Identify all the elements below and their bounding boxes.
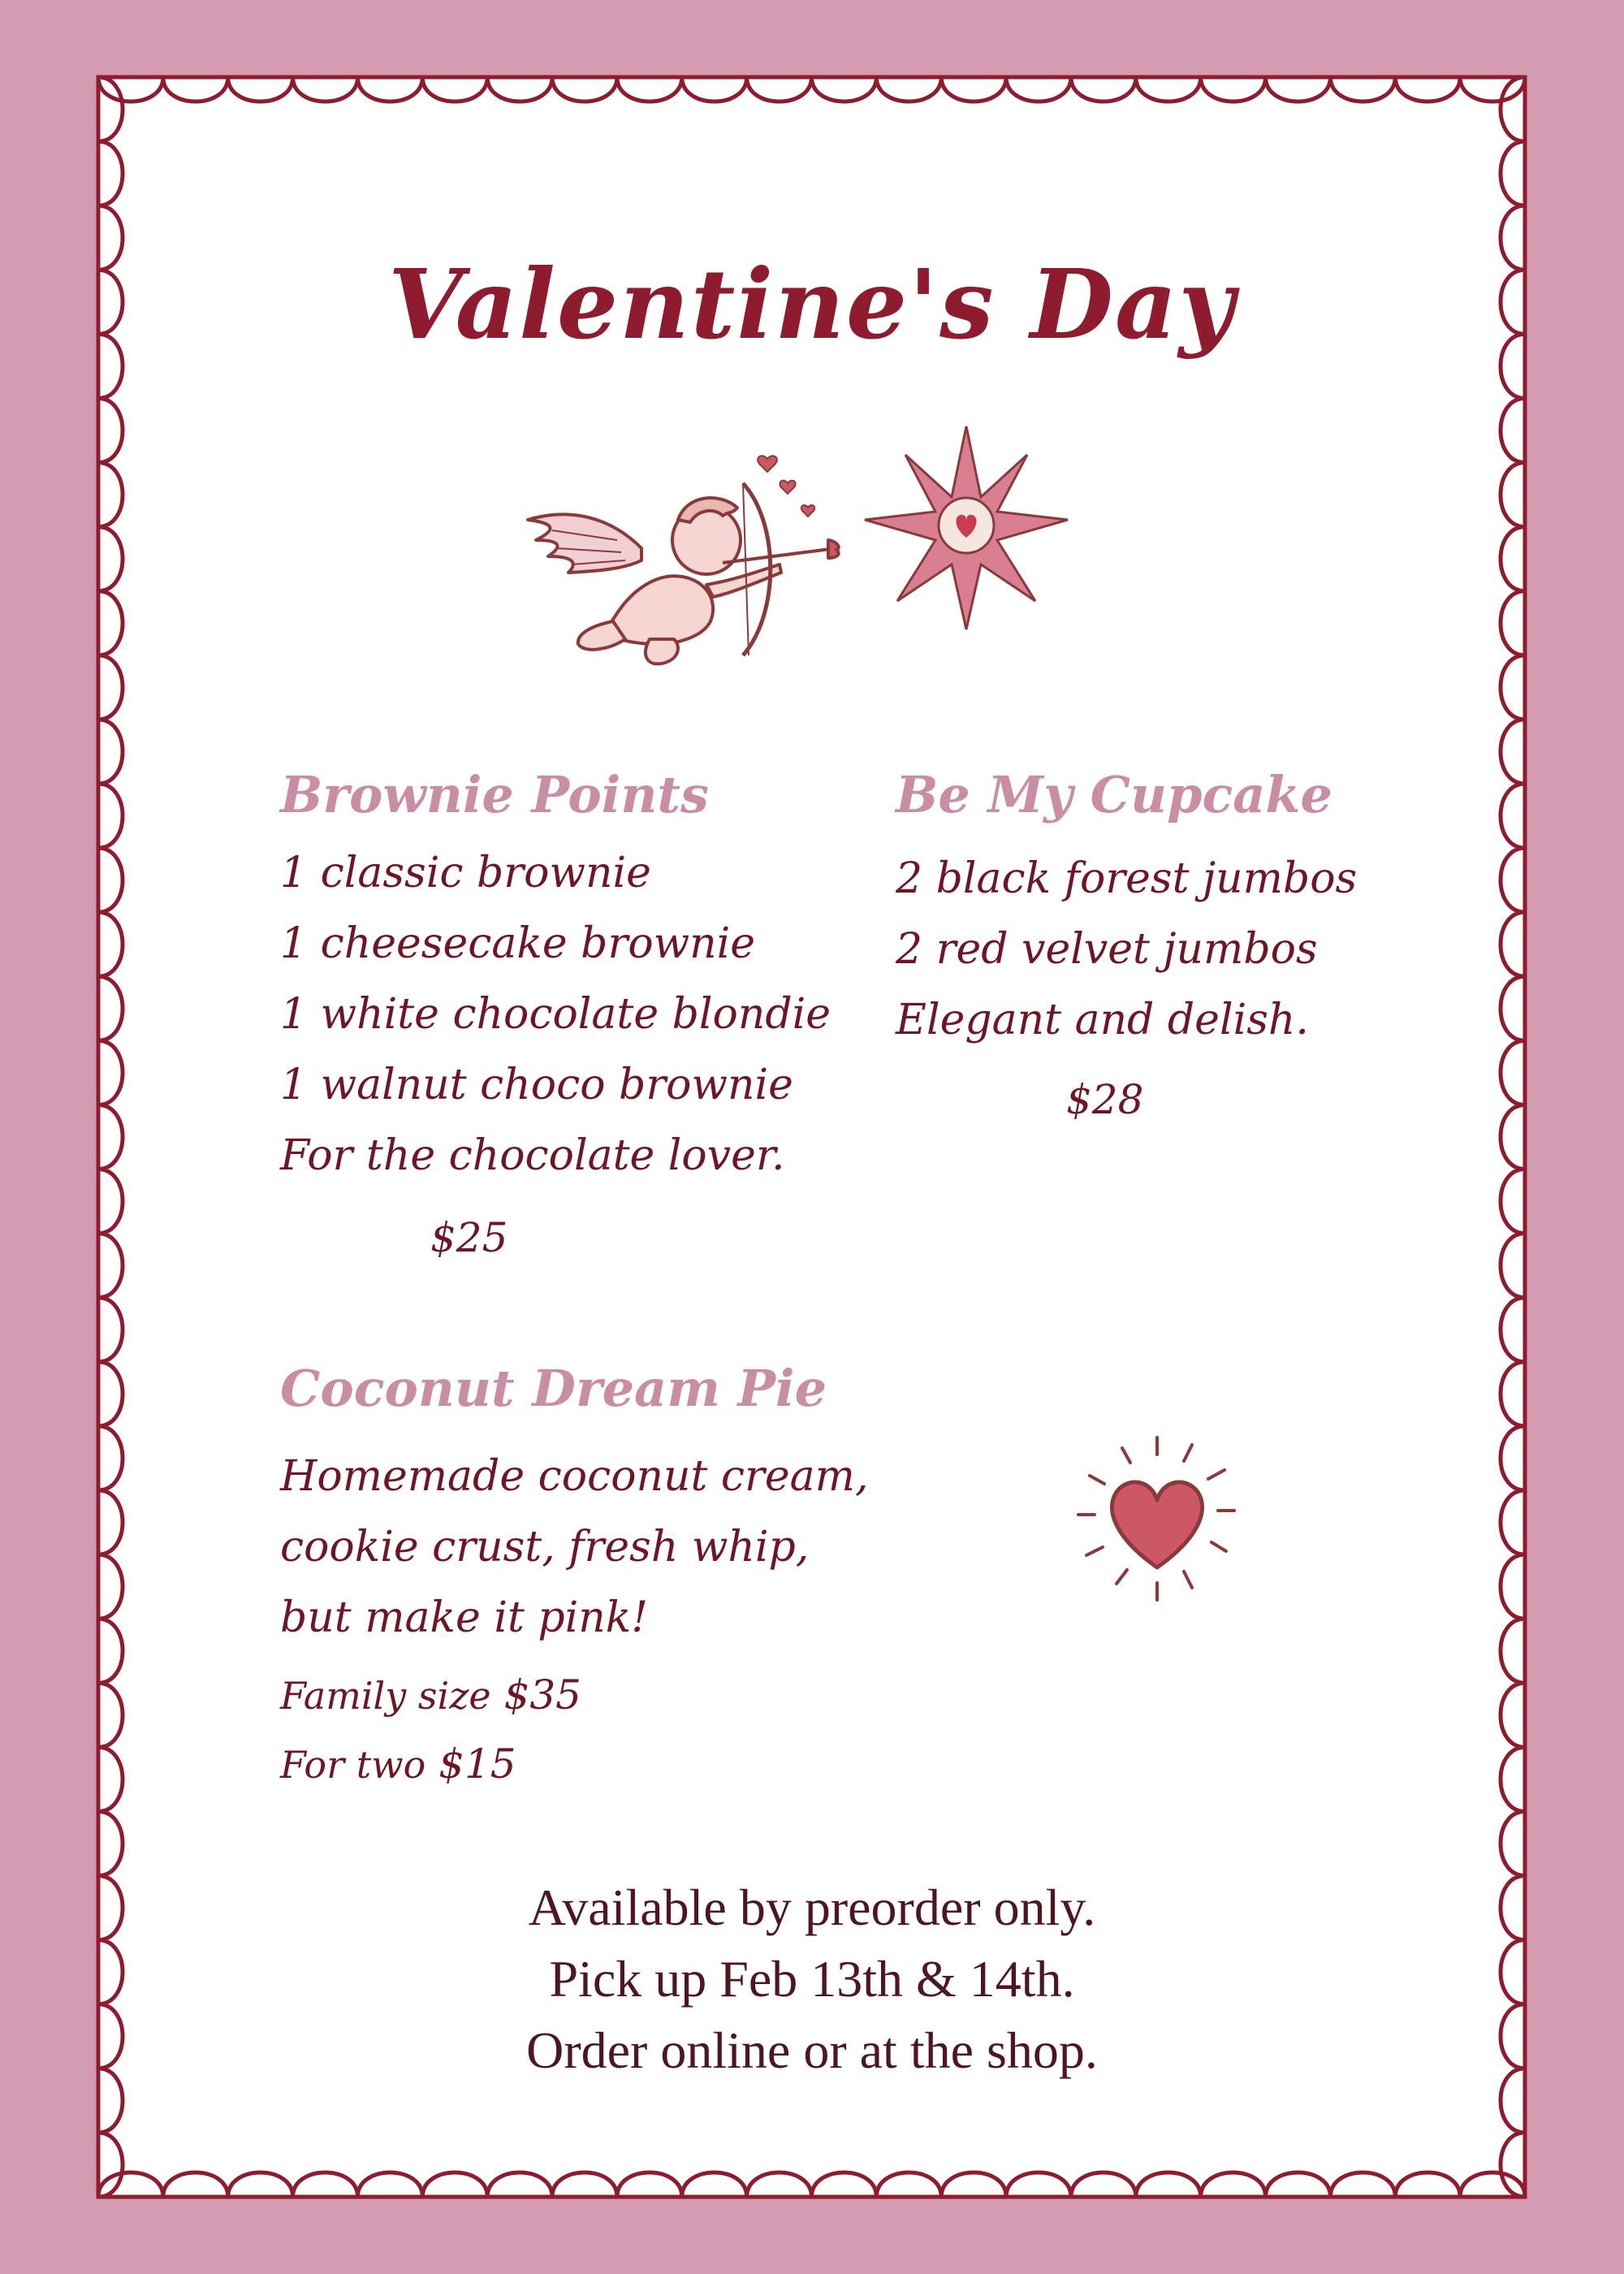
list-item: 1 classic brownie: [280, 849, 651, 897]
item-price: $28: [1066, 1076, 1144, 1123]
item-name-coconut-dream-pie: Coconut Dream Pie: [280, 1359, 827, 1418]
item-name-be-my-cupcake: Be My Cupcake: [896, 765, 1332, 824]
size-price: $15: [438, 1740, 516, 1788]
size-label: Family size: [280, 1674, 491, 1718]
item-price: $25: [430, 1214, 508, 1261]
list-item: cookie crust, fresh whip,: [280, 1523, 810, 1571]
list-item: 2 black forest jumbos: [896, 854, 1358, 903]
footer-line: Pick up Feb 13th & 14th.: [549, 1950, 1075, 2008]
list-item: 1 walnut choco brownie: [280, 1061, 793, 1109]
list-item: 1 white chocolate blondie: [280, 990, 831, 1039]
size-price-row: [280, 1740, 516, 1788]
list-item: 2 red velvet jumbos: [896, 925, 1318, 974]
item-name-brownie-points: Brownie Points: [280, 765, 709, 824]
list-item: Homemade coconut cream,: [280, 1452, 869, 1501]
list-item: Elegant and delish.: [896, 996, 1309, 1044]
list-item: but make it pink!: [280, 1593, 649, 1642]
page-title: Valentine's Day: [387, 248, 1237, 361]
footer-line: Order online or at the shop.: [526, 2021, 1098, 2079]
cupid-icon: [520, 426, 844, 670]
list-item: 1 cheesecake brownie: [280, 919, 756, 968]
heart-icon: [1072, 1433, 1242, 1604]
list-item: For the chocolate lover.: [280, 1131, 785, 1180]
size-price-row: [280, 1671, 581, 1718]
size-price: $35: [503, 1671, 581, 1718]
starburst-icon: [861, 422, 1072, 633]
footer-line: Available by preorder only.: [528, 1878, 1096, 1936]
size-label: For two: [280, 1743, 426, 1787]
